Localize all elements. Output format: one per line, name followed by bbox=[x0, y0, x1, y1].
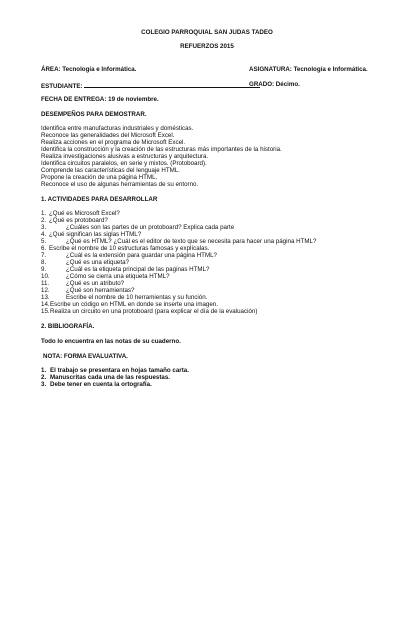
list-number: 1. bbox=[41, 210, 47, 217]
list-number: 9. bbox=[41, 266, 47, 273]
list-item: Manuscritas cada una de las respuestas. bbox=[50, 374, 171, 381]
list-item: ¿Qué es una etiqueta? bbox=[66, 259, 129, 266]
list-number: 2. bbox=[41, 217, 47, 224]
list-number: 12. bbox=[41, 287, 50, 294]
list-number: 13. bbox=[41, 294, 50, 301]
list-item: Reconoce las generalidades del Microsoft Excel. bbox=[41, 132, 175, 139]
list-item: ¿Qué es HTML? ¿Cuál es el editor de texto que se necesita para hacer una página HTML? bbox=[66, 238, 317, 245]
list-item: Realiza investigaciones alusivas a estructuras y arquitectura. bbox=[41, 153, 209, 160]
list-item: ¿Qué significan las siglas HTML? bbox=[49, 231, 142, 238]
list-item: Propone la creación de una página HTML. bbox=[41, 174, 158, 181]
asignatura-field: ASIGNATURA: Tecnología e Informática. bbox=[249, 66, 368, 73]
grade-field: GRADO: Décimo. bbox=[249, 81, 300, 88]
list-number: 4. bbox=[41, 231, 47, 238]
list-item: Debe tener en cuenta la ortografía. bbox=[50, 381, 152, 388]
list-item: Comprende las características del lenguaje HTML. bbox=[41, 167, 180, 174]
list-number: 6. bbox=[41, 245, 47, 252]
due-date: FECHA DE ENTREGA: 19 de noviembre. bbox=[41, 96, 159, 103]
list-item: Escribe un código en HTML en donde se inserte una imagen. bbox=[50, 301, 218, 308]
list-item: ¿Qué es un atributo? bbox=[66, 280, 125, 287]
list-item: ¿Cuál es la extensión para guardar una página HTML? bbox=[66, 252, 217, 259]
list-item: Reconoce el uso de algunas herramientas de su entorno. bbox=[41, 181, 199, 188]
list-item: ¿Cómo se cierra una etiqueta HTML? bbox=[66, 273, 170, 280]
list-number: 3. bbox=[41, 224, 47, 231]
student-name-line bbox=[84, 81, 260, 88]
bibliografia-text: Todo lo encuentra en las notas de su cuaderno. bbox=[41, 338, 181, 345]
list-number: 8. bbox=[41, 259, 47, 266]
list-item: Identifica la construcción y la creación de las estructuras más importantes de la historia. bbox=[41, 146, 282, 153]
school-name: COLEGIO PARROQUIAL SAN JUDAS TADEO bbox=[141, 29, 273, 36]
list-number: 5. bbox=[41, 238, 47, 245]
list-item: El trabajo se presentara en hojas tamaño carta. bbox=[50, 367, 189, 374]
list-item: ¿Cuál es la etiqueta principal de las paginas HTML? bbox=[66, 266, 210, 273]
document-title: REFUERZOS 2015 bbox=[180, 43, 234, 50]
list-item: ¿Cuáles son las partes de un protoboard? Explica cada parte bbox=[66, 224, 235, 231]
actividades-heading: 1. ACTIVIDADES PARA DESARROLLAR bbox=[41, 196, 158, 203]
area-field: ÁREA: Tecnología e Informática. bbox=[41, 66, 137, 73]
list-item: Escribe el nombre de 10 herramientas y su función. bbox=[66, 294, 208, 301]
list-item: ¿Qué son herramientas? bbox=[66, 287, 135, 294]
list-item: ¿Qué es Microsoft Excel? bbox=[49, 210, 120, 217]
list-item: Realiza un circuito en una protoboard (para explicar el día de la evaluación) bbox=[50, 308, 258, 315]
list-item: Escribe el nombre de 10 estructuras famosas y explícalas. bbox=[49, 245, 210, 252]
list-number: 14. bbox=[41, 301, 50, 308]
list-number: 2. bbox=[41, 374, 47, 381]
list-item: ¿Qué es protoboard? bbox=[49, 217, 108, 224]
list-item: Identifica entre manufacturas industriales y domésticas. bbox=[41, 125, 194, 132]
list-item: Realiza acciones en el programa de Microsoft Excel. bbox=[41, 139, 186, 146]
student-field bbox=[41, 81, 260, 91]
desempenos-heading: DESEMPEÑOS PARA DEMOSTRAR. bbox=[41, 111, 147, 118]
list-number: 1. bbox=[41, 367, 47, 374]
list-number: 15. bbox=[41, 308, 50, 315]
list-number: 7. bbox=[41, 252, 47, 259]
bibliografia-heading: 2. BIBLIOGRAFÍA. bbox=[41, 323, 95, 330]
list-number: 10. bbox=[41, 273, 50, 280]
student-label: ESTUDIANTE: bbox=[41, 83, 83, 90]
list-number: 11. bbox=[41, 280, 50, 287]
list-number: 3. bbox=[41, 381, 47, 388]
list-item: Identifica circuitos paralelos, en serie y mixtos. (Protoboard). bbox=[41, 160, 207, 167]
nota-heading: NOTA: FORMA EVALUATIVA. bbox=[43, 353, 128, 360]
